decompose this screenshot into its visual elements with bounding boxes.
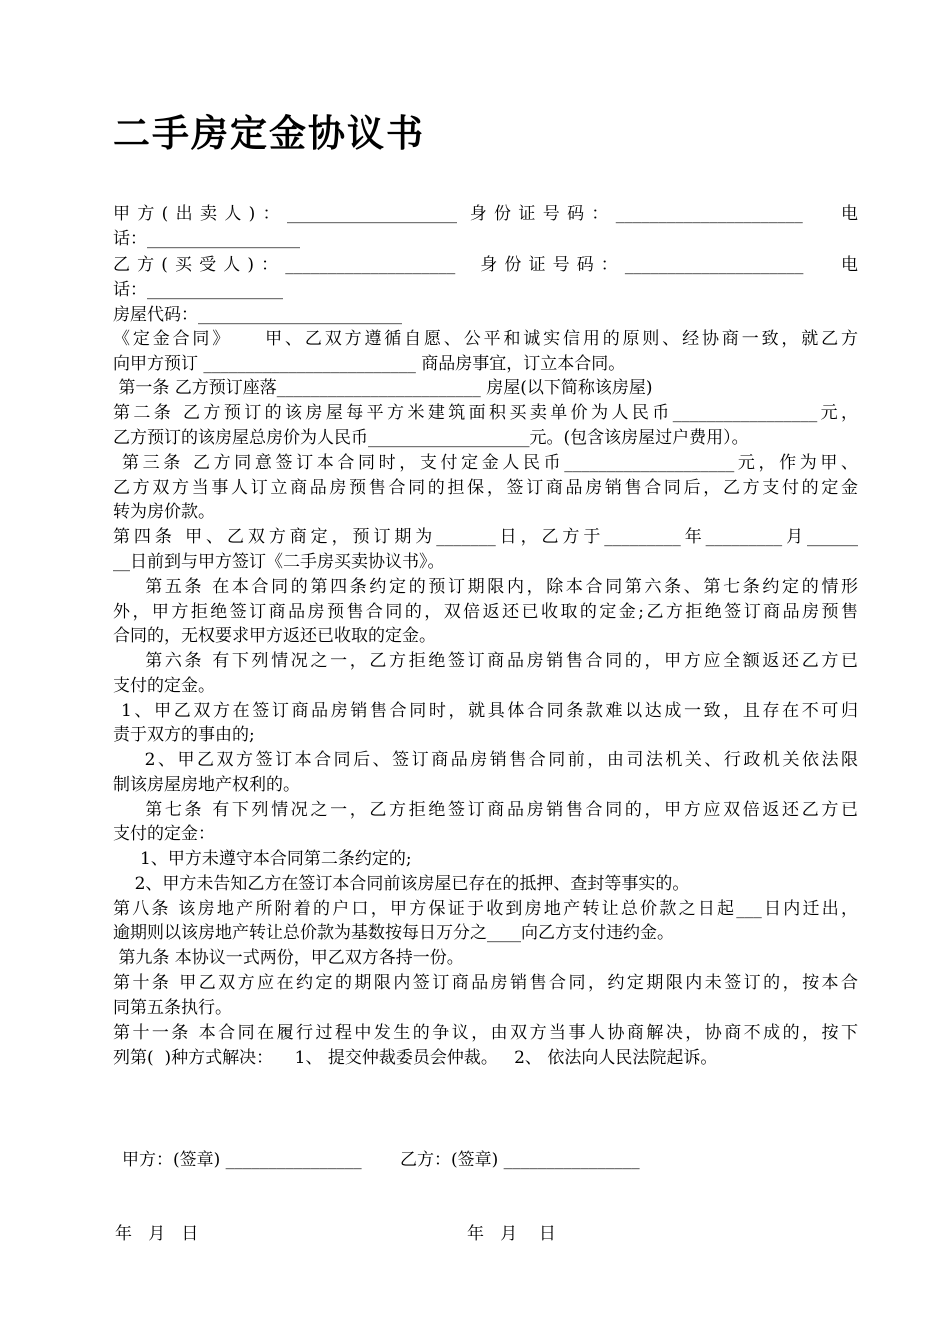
text-line: 乙方预订的该房屋总房价为人民币___________________元。(包含该房屋过户费用）。 — [113, 428, 749, 448]
text-line: 话：__________________ — [113, 229, 300, 249]
text-line: 乙方双方当事人订立商品房预售合同的担保，签订商品房销售合同后，乙方支付的定金 — [113, 478, 858, 498]
text-line: 合同的，无权要求甲方返还已收取的定金。 — [113, 626, 436, 646]
party-b-signature: 乙方：(签章) ________________ — [400, 1150, 640, 1170]
text-line: 1、甲乙双方在签订商品房销售合同时，就具体合同条款难以达成一致，且存在不可归 — [113, 701, 858, 721]
text-line: 房屋代码：________________________ — [113, 305, 402, 325]
text-line: 第八条 该房地产所附着的户口，甲方保证于收到房地产转让总价款之日起___日内迁出， — [113, 899, 858, 919]
text-line: 支付的定金。 — [113, 676, 215, 696]
text-line: 第五条 在本合同的第四条约定的预订期限内，除本合同第六条、第七条约定的情形 — [113, 577, 858, 597]
text-line: 支付的定金： — [113, 824, 215, 844]
document-title: 二手房定金协议书 — [113, 112, 425, 155]
text-line: 第十一条 本合同在履行过程中发生的争议，由双方当事人协商解决，协商不成的，按下 — [113, 1023, 858, 1043]
text-line: 甲方(出卖人)：____________________ 身份证号码：______________________ 电 — [113, 204, 858, 224]
text-line: __日前到与甲方签订《二手房买卖协议书》。 — [113, 552, 445, 572]
party-a-date: 年 月 日 — [115, 1224, 199, 1244]
text-line: 第九条 本协议一式两份，甲乙双方各持一份。 — [113, 948, 464, 968]
text-line: 2、甲方未告知乙方在签订本合同前该房屋已存在的抵押、查封等事实的。 — [113, 874, 690, 894]
text-line: 第一条 乙方预订座落________________________ 房屋(以下简称该房屋) — [113, 378, 653, 398]
text-line: 逾期则以该房地产转让总价款为基数按每日万分之____向乙方支付违约金。 — [113, 923, 674, 943]
text-line: 第三条 乙方同意签订本合同时，支付定金人民币____________________元，作为甲、 — [113, 453, 858, 473]
text-line: 列第( )种方式解决： 1、 提交仲裁委员会仲裁。 2、 依法向人民法院起诉。 — [113, 1048, 718, 1068]
text-line: 1、甲方未遵守本合同第二条约定的; — [113, 849, 412, 869]
text-line: 乙方(买受人)：____________________ 身份证号码：_____________________ 电 — [113, 255, 858, 275]
text-line: 转为房价款。 — [113, 502, 215, 522]
text-line: 2、甲乙双方签订本合同后、签订商品房销售合同前，由司法机关、行政机关依法限 — [113, 750, 858, 770]
text-line: 第七条 有下列情况之一，乙方拒绝签订商品房销售合同的，甲方应双倍返还乙方已 — [113, 800, 858, 820]
text-line: 向甲方预订 _________________________ 商品房事宜，订立本合同。 — [113, 354, 626, 374]
party-b-date: 年 月 日 — [467, 1224, 556, 1244]
text-line: 外，甲方拒绝签订商品房预售合同的，双倍返还已收取的定金;乙方拒绝签订商品房预售 — [113, 602, 858, 622]
party-a-signature: 甲方：(签章) ________________ — [122, 1150, 362, 1170]
text-line: 《定金合同》 甲、乙双方遵循自愿、公平和诚实信用的原则、经协商一致，就乙方 — [113, 329, 858, 349]
text-line: 第四条 甲、乙双方商定，预订期为_______日，乙方于_________年_________月______ — [113, 527, 858, 547]
text-line: 第十条 甲乙双方应在约定的期限内签订商品房销售合同，约定期限内未签订的，按本合 — [113, 973, 858, 993]
text-line: 同第五条执行。 — [113, 998, 232, 1018]
text-line: 第二条 乙方预订的该房屋每平方米建筑面积买卖单价为人民币_________________元， — [113, 403, 858, 423]
text-line: 制该房屋房地产权利的。 — [113, 775, 300, 795]
text-line: 话：________________ — [113, 280, 283, 300]
text-line: 责于双方的事由的; — [113, 725, 255, 745]
text-line: 第六条 有下列情况之一，乙方拒绝签订商品房销售合同的，甲方应全额返还乙方已 — [113, 651, 858, 671]
